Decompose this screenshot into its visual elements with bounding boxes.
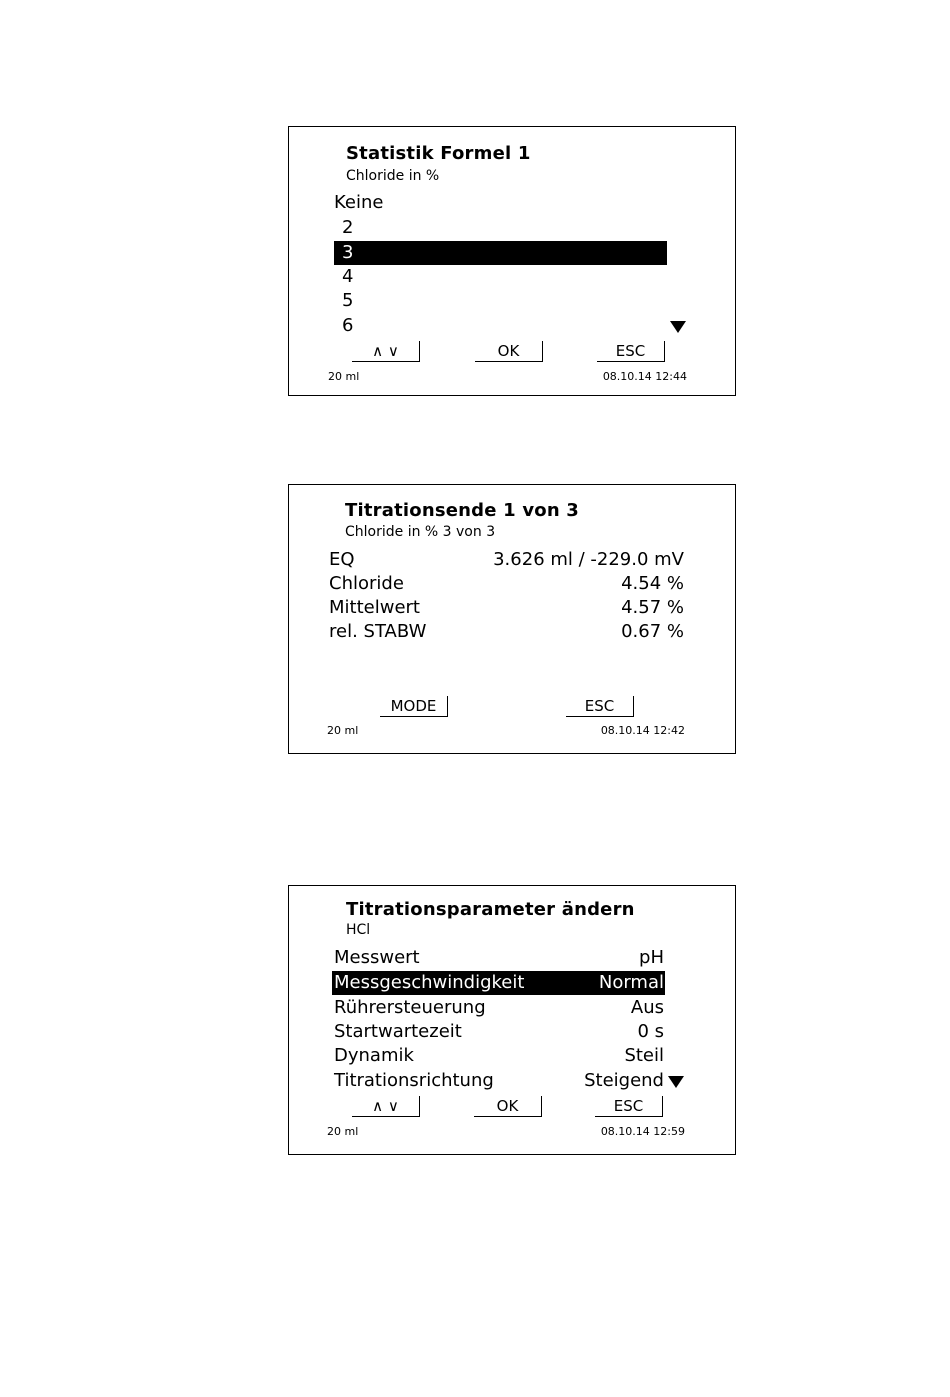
param-row-messwert[interactable]: [332, 946, 665, 970]
result-row-chloride: [329, 572, 684, 596]
titrationsende-screen: [288, 484, 736, 754]
screen-subtitle: Chloride in %: [346, 168, 440, 184]
burette-volume: 20 ml: [328, 370, 360, 383]
param-row-ruehrersteuerung[interactable]: [332, 996, 665, 1020]
param-value: Normal: [598, 972, 664, 993]
param-label: Messgeschwindigkeit: [334, 972, 525, 993]
param-label: Messwert: [334, 947, 420, 968]
param-row-messgeschwindigkeit-selected[interactable]: [332, 971, 665, 995]
date-time: 08.10.14 12:59: [600, 1125, 685, 1138]
option-6[interactable]: [334, 314, 667, 338]
screen-subtitle: HCl: [346, 922, 371, 938]
date-time: 08.10.14 12:42: [600, 724, 685, 737]
result-row-eq: [329, 548, 684, 572]
param-row-startwartezeit[interactable]: [332, 1020, 665, 1044]
result-value: 3.626 ml / -229.0 mV: [493, 549, 684, 570]
param-label: Rührersteuerung: [334, 997, 486, 1018]
screen-title: Titrationsparameter ändern: [346, 899, 635, 920]
up-down-softkey[interactable]: ∧ ∨: [352, 1096, 420, 1117]
param-row-titrationsrichtung[interactable]: [332, 1069, 665, 1093]
result-label: Chloride: [329, 573, 404, 594]
result-value: 0.67 %: [621, 621, 684, 642]
option-keine[interactable]: [334, 191, 667, 215]
option-label: 2: [342, 217, 354, 238]
result-row-mittelwert: [329, 596, 684, 620]
option-label: 4: [342, 266, 354, 287]
option-2[interactable]: [334, 216, 667, 240]
date-time: 08.10.14 12:44: [602, 370, 687, 383]
option-3-selected[interactable]: [334, 241, 667, 265]
option-5[interactable]: [334, 289, 667, 313]
param-label: Startwartezeit: [334, 1021, 462, 1042]
option-label: Keine: [334, 192, 384, 213]
param-value: pH: [639, 947, 664, 968]
triangle-down-icon: [668, 1076, 684, 1088]
param-label: Titrationsrichtung: [334, 1070, 494, 1091]
result-label: rel. STABW: [329, 621, 427, 642]
result-row-rel-stabw: [329, 620, 684, 644]
result-label: Mittelwert: [329, 597, 420, 618]
screen-title: Statistik Formel 1: [346, 143, 531, 164]
esc-softkey[interactable]: ESC: [566, 696, 634, 717]
titrationsparameter-screen: [288, 885, 736, 1155]
option-label: 6: [342, 315, 354, 336]
mode-softkey[interactable]: MODE: [380, 696, 448, 717]
param-value: Aus: [630, 997, 664, 1018]
triangle-down-icon: [670, 321, 686, 333]
result-value: 4.54 %: [621, 573, 684, 594]
statistik-formel-screen: [288, 126, 736, 396]
param-value: Steil: [624, 1045, 664, 1066]
burette-volume: 20 ml: [327, 724, 359, 737]
screen-title: Titrationsende 1 von 3: [345, 500, 580, 521]
ok-softkey[interactable]: OK: [475, 341, 543, 362]
ok-softkey[interactable]: OK: [474, 1096, 542, 1117]
result-label: EQ: [329, 549, 355, 570]
screen-subtitle: Chloride in % 3 von 3: [345, 524, 496, 540]
burette-volume: 20 ml: [327, 1125, 359, 1138]
param-value: Steigend: [584, 1070, 664, 1091]
up-down-softkey[interactable]: ∧ ∨: [352, 341, 420, 362]
esc-softkey[interactable]: ESC: [597, 341, 665, 362]
option-label: 3: [342, 242, 354, 263]
option-4[interactable]: [334, 265, 667, 289]
esc-softkey[interactable]: ESC: [595, 1096, 663, 1117]
param-row-dynamik[interactable]: [332, 1044, 665, 1068]
param-label: Dynamik: [334, 1045, 414, 1066]
option-label: 5: [342, 290, 354, 311]
param-value: 0 s: [637, 1021, 664, 1042]
result-value: 4.57 %: [621, 597, 684, 618]
